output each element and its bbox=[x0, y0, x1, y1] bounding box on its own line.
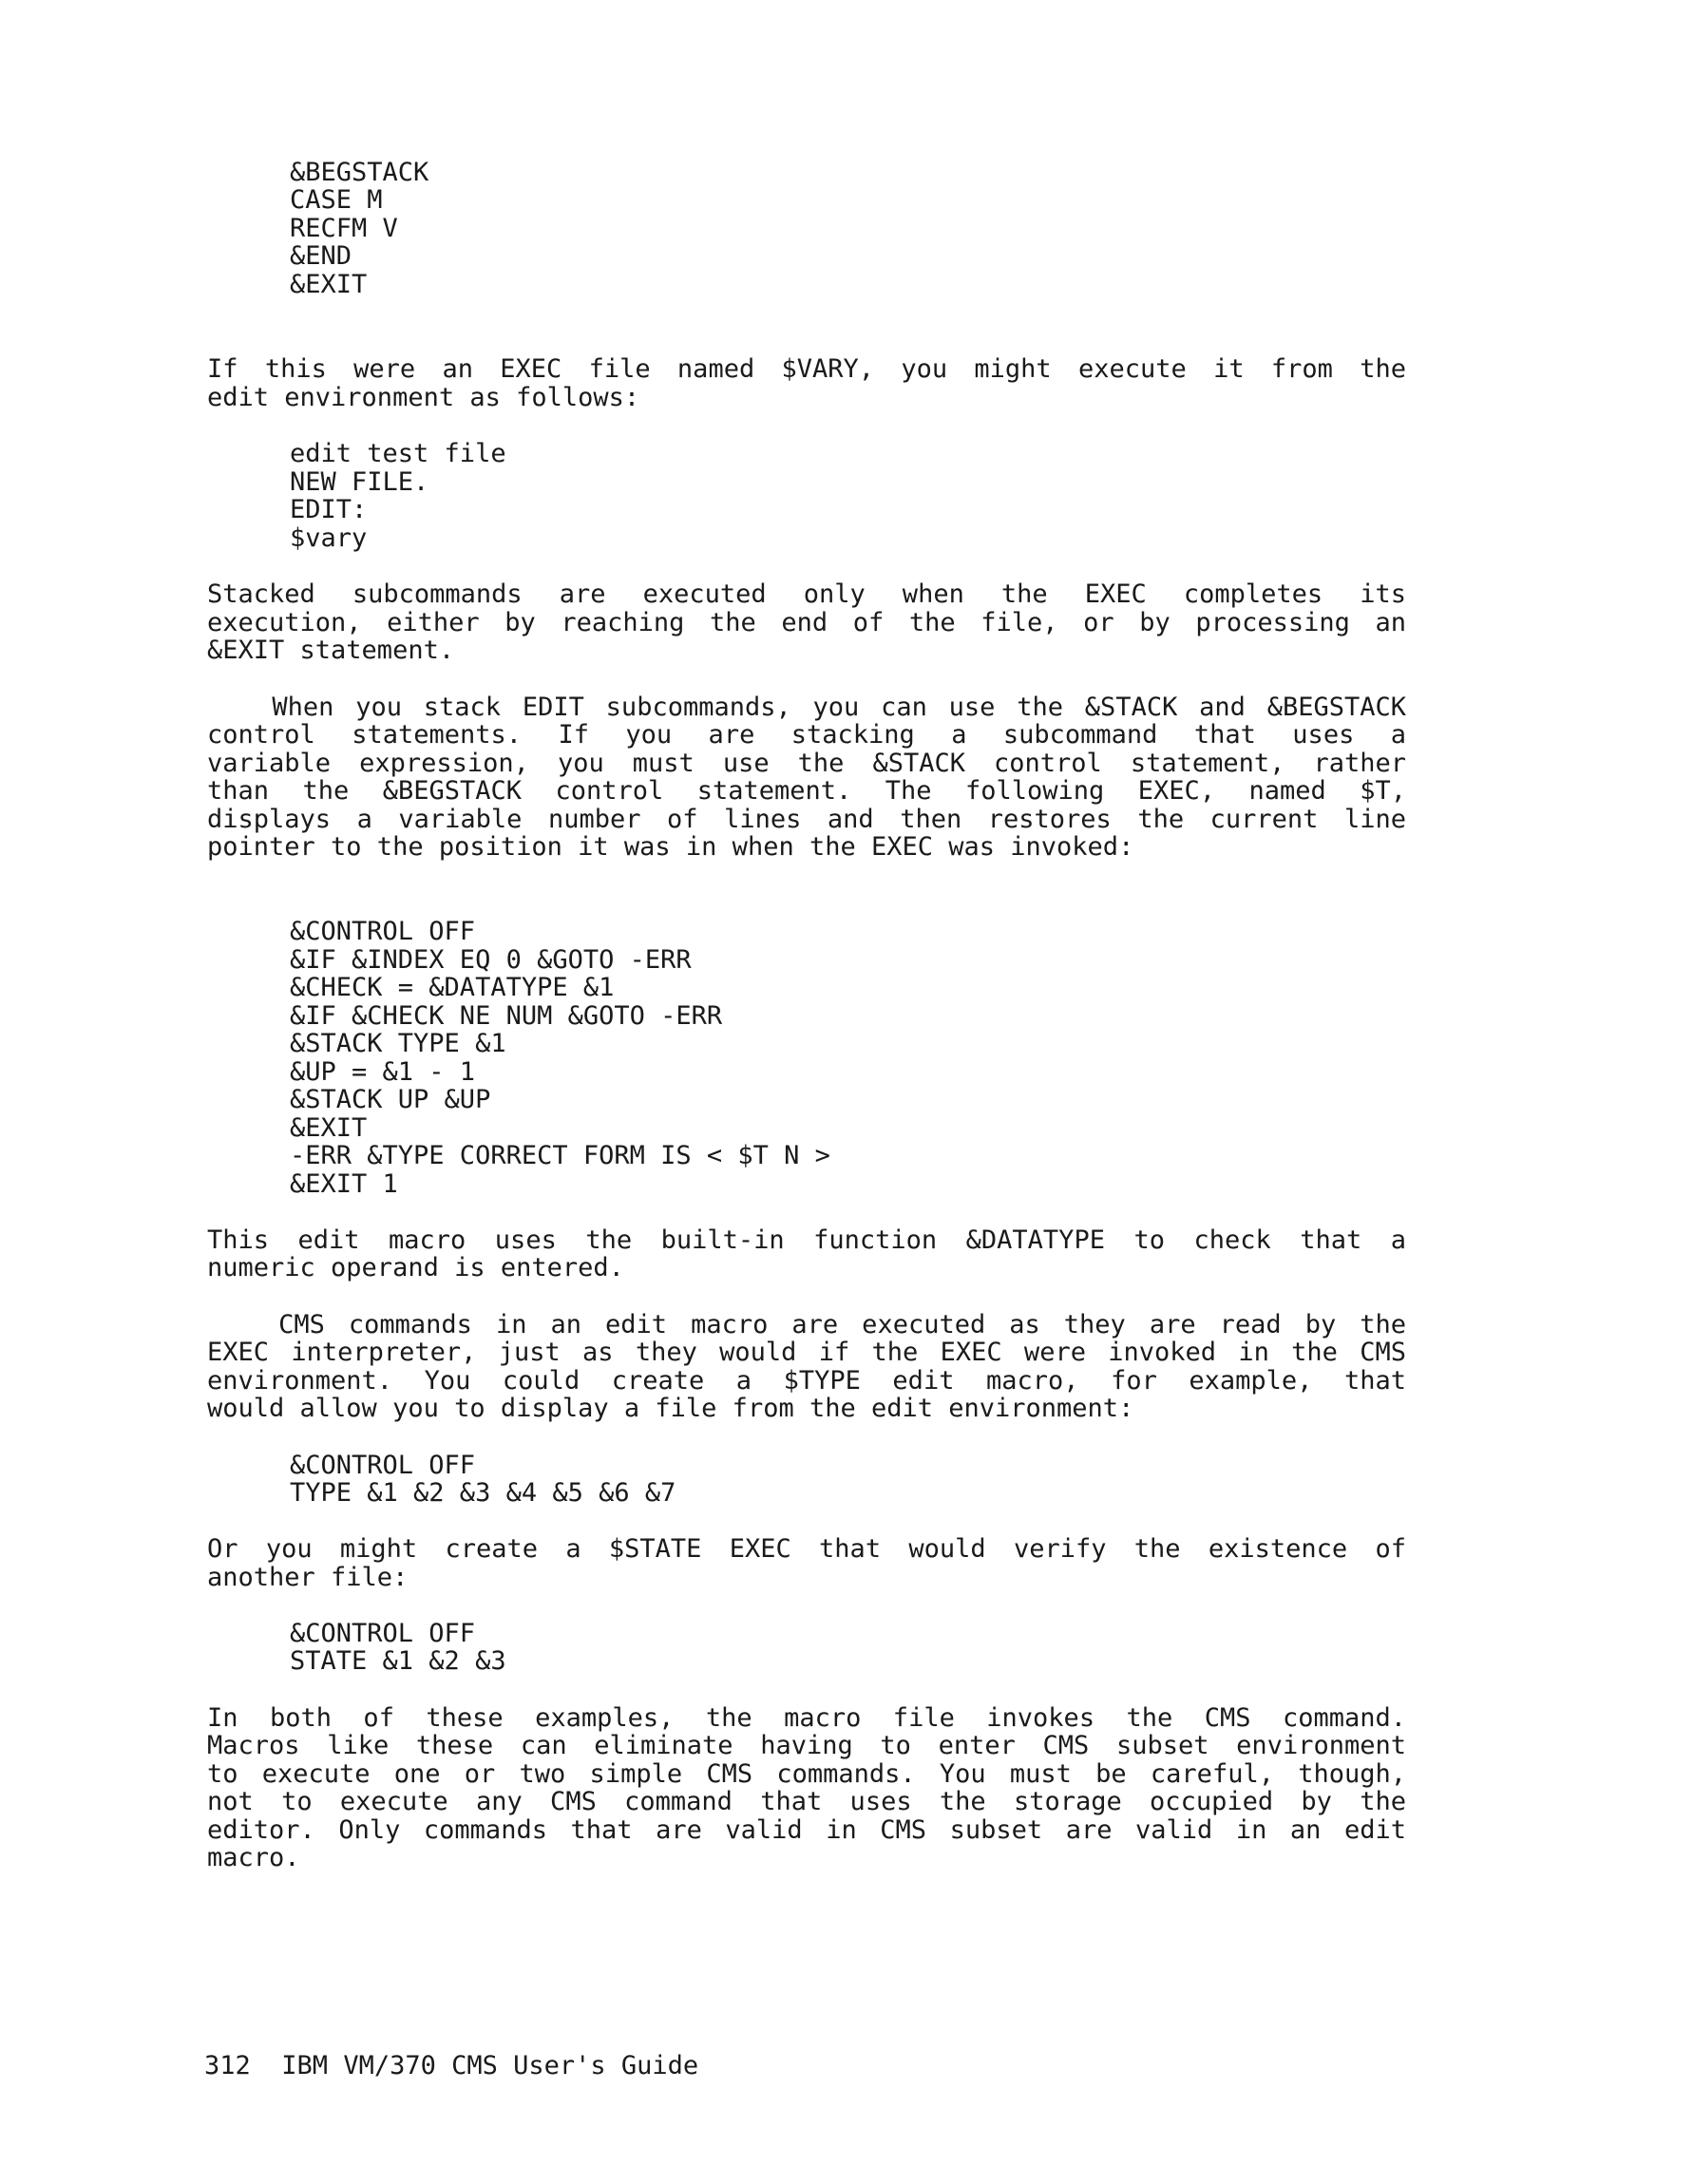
code-line: CASE M bbox=[290, 185, 383, 215]
code-line: NEW FILE. bbox=[290, 467, 429, 497]
paragraph-line: edit environment as follows: bbox=[207, 383, 640, 412]
code-line: &CONTROL OFF bbox=[290, 1619, 476, 1648]
paragraph-line: Macros like these can eliminate having to enter CMS subset environment bbox=[207, 1731, 1406, 1760]
code-line: EDIT: bbox=[290, 495, 368, 524]
paragraph-line: &EXIT statement. bbox=[207, 636, 455, 665]
paragraph-line: Or you might create a $STATE EXEC that would verify the existence of bbox=[207, 1534, 1406, 1564]
code-line: TYPE &1 &2 &3 &4 &5 &6 &7 bbox=[290, 1478, 676, 1508]
book-title: IBM VM/370 CMS User's Guide bbox=[281, 2051, 699, 2080]
paragraph-line: pointer to the position it was in when the EXEC was invoked: bbox=[207, 832, 1134, 862]
paragraph-line: execution, either by reaching the end of the file, or by processing an bbox=[207, 608, 1406, 637]
code-line: &EXIT 1 bbox=[290, 1169, 398, 1199]
paragraph-line: If this were an EXEC file named $VARY, you might execute it from the bbox=[207, 354, 1406, 384]
paragraph-line: This edit macro uses the built-in function &DATATYPE to check that a bbox=[207, 1225, 1406, 1255]
code-line: &EXIT bbox=[290, 270, 368, 299]
code-line: &EXIT bbox=[290, 1113, 368, 1143]
paragraph-line: Stacked subcommands are executed only when the EXEC completes its bbox=[207, 579, 1406, 609]
code-line: edit test file bbox=[290, 439, 506, 468]
paragraph-line: macro. bbox=[207, 1843, 300, 1872]
code-line: STATE &1 &2 &3 bbox=[290, 1646, 506, 1676]
paragraph-line: environment. You could create a $TYPE edit macro, for example, that bbox=[207, 1366, 1406, 1396]
paragraph-line: When you stack EDIT subcommands, you can use the &STACK and &BEGSTACK bbox=[207, 693, 1406, 722]
code-line: RECFM V bbox=[290, 214, 398, 243]
code-line: &CHECK = &DATATYPE &1 bbox=[290, 973, 615, 1002]
code-line: &BEGSTACK bbox=[290, 158, 429, 187]
paragraph-line: editor. Only commands that are valid in CMS subset are valid in an edit bbox=[207, 1815, 1406, 1845]
paragraph-line: than the &BEGSTACK control statement. The following EXEC, named $T, bbox=[207, 776, 1406, 806]
code-line: &CONTROL OFF bbox=[290, 917, 476, 946]
page-footer bbox=[204, 2052, 698, 2080]
paragraph-line: In both of these examples, the macro file invokes the CMS command. bbox=[207, 1703, 1406, 1733]
code-line: &STACK UP &UP bbox=[290, 1085, 491, 1114]
paragraph-line: another file: bbox=[207, 1563, 409, 1592]
paragraph-line: variable expression, you must use the &STACK control statement, rather bbox=[207, 749, 1406, 778]
code-line: &IF &INDEX EQ 0 &GOTO -ERR bbox=[290, 945, 692, 975]
paragraph-line: to execute one or two simple CMS commands. You must be careful, though, bbox=[207, 1759, 1406, 1789]
paragraph-line: CMS commands in an edit macro are executed as they are read by the bbox=[207, 1310, 1406, 1339]
paragraph-line: EXEC interpreter, just as they would if the EXEC were invoked in the CMS bbox=[207, 1338, 1406, 1367]
code-line: &END bbox=[290, 241, 352, 271]
paragraph-line: not to execute any CMS command that uses the storage occupied by the bbox=[207, 1787, 1406, 1816]
code-line: &IF &CHECK NE NUM &GOTO -ERR bbox=[290, 1001, 723, 1031]
code-line: &STACK TYPE &1 bbox=[290, 1029, 506, 1058]
code-line: -ERR &TYPE CORRECT FORM IS < $T N > bbox=[290, 1141, 830, 1170]
code-line: $vary bbox=[290, 523, 368, 553]
paragraph-line: would allow you to display a file from the edit environment: bbox=[207, 1394, 1134, 1423]
paragraph-line: control statements. If you are stacking a subcommand that uses a bbox=[207, 720, 1406, 750]
code-line: &UP = &1 - 1 bbox=[290, 1057, 476, 1087]
paragraph-line: displays a variable number of lines and then restores the current line bbox=[207, 805, 1406, 834]
paragraph-line: numeric operand is entered. bbox=[207, 1253, 624, 1282]
code-line: &CONTROL OFF bbox=[290, 1451, 476, 1480]
page-number: 312 bbox=[204, 2051, 251, 2080]
